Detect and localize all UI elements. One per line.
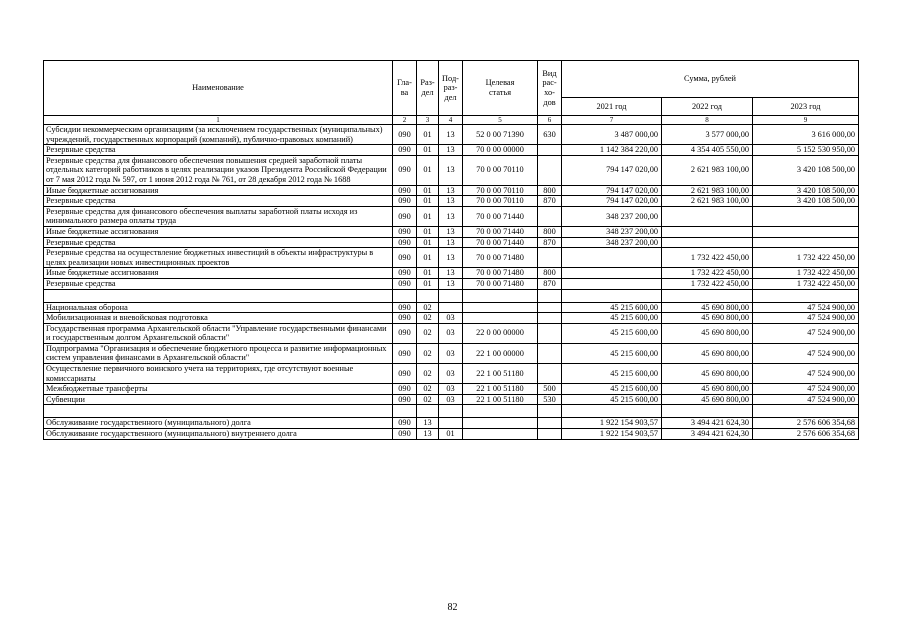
- cell-chapter: 090: [393, 206, 417, 226]
- column-index: 9: [753, 116, 859, 125]
- cell-amount-2023: [753, 206, 859, 226]
- table-row: [44, 196, 859, 207]
- cell-target: 70 0 00 00000: [463, 145, 538, 156]
- budget-table: [43, 60, 859, 440]
- cell-amount-2022: [662, 226, 753, 237]
- cell-amount-2023: 47 524 900,00: [753, 313, 859, 324]
- table-row: [44, 323, 859, 343]
- cell-subsection: [439, 302, 463, 313]
- cell-target: 22 1 00 51180: [463, 394, 538, 405]
- cell-subsection: 01: [439, 429, 463, 440]
- table-row: [44, 364, 859, 384]
- cell-target: 22 1 00 00000: [463, 343, 538, 363]
- empty-cell: [662, 289, 753, 302]
- cell-name: Обслуживание государственного (муниципального) внутреннего долга: [44, 429, 393, 440]
- cell-subsection: 03: [439, 384, 463, 395]
- cell-amount-2022: 2 621 983 100,00: [662, 185, 753, 196]
- cell-name: Иные бюджетные ассигнования: [44, 226, 393, 237]
- cell-target: 70 0 00 70110: [463, 155, 538, 185]
- empty-cell: [393, 405, 417, 418]
- cell-amount-2021: 1 922 154 903,57: [562, 429, 662, 440]
- header-chapter: Гла- ва: [393, 61, 417, 116]
- cell-amount-2022: 1 732 422 450,00: [662, 268, 753, 279]
- empty-cell: [439, 405, 463, 418]
- cell-chapter: 090: [393, 364, 417, 384]
- cell-amount-2022: 45 690 800,00: [662, 394, 753, 405]
- cell-chapter: 090: [393, 237, 417, 248]
- table-body: [44, 125, 859, 440]
- cell-name: Резервные средства: [44, 278, 393, 289]
- cell-subsection: 13: [439, 145, 463, 156]
- cell-chapter: 090: [393, 155, 417, 185]
- cell-subsection: 13: [439, 278, 463, 289]
- cell-amount-2022: 45 690 800,00: [662, 343, 753, 363]
- cell-chapter: 090: [393, 185, 417, 196]
- table-row: [44, 145, 859, 156]
- header-2021: 2021 год: [562, 98, 662, 116]
- cell-name: Иные бюджетные ассигнования: [44, 268, 393, 279]
- cell-name: Субвенции: [44, 394, 393, 405]
- header-section: Раз- дел: [417, 61, 439, 116]
- cell-amount-2023: 47 524 900,00: [753, 394, 859, 405]
- cell-amount-2021: 45 215 600,00: [562, 364, 662, 384]
- cell-amount-2021: [562, 248, 662, 268]
- cell-chapter: 090: [393, 125, 417, 145]
- cell-amount-2021: 1 922 154 903,57: [562, 418, 662, 429]
- cell-amount-2021: [562, 278, 662, 289]
- page-number: 82: [447, 602, 458, 613]
- cell-target: 52 0 00 71390: [463, 125, 538, 145]
- column-index: 7: [562, 116, 662, 125]
- cell-subsection: 13: [439, 237, 463, 248]
- empty-cell: [44, 405, 393, 418]
- table-row: [44, 248, 859, 268]
- cell-amount-2023: 5 152 530 950,00: [753, 145, 859, 156]
- cell-amount-2021: 45 215 600,00: [562, 302, 662, 313]
- cell-target: 70 0 00 71440: [463, 206, 538, 226]
- cell-amount-2022: 3 577 000,00: [662, 125, 753, 145]
- empty-cell: [538, 289, 562, 302]
- cell-amount-2023: 1 732 422 450,00: [753, 268, 859, 279]
- empty-cell: [417, 405, 439, 418]
- cell-section: 01: [417, 226, 439, 237]
- cell-subsection: 13: [439, 268, 463, 279]
- cell-amount-2023: 47 524 900,00: [753, 384, 859, 395]
- cell-section: 02: [417, 364, 439, 384]
- cell-expense-type: [538, 323, 562, 343]
- cell-name: Подпрограмма "Организация и обеспечение бюджетного процесса и развитие информационных систем управления финансами в Архангельской области": [44, 343, 393, 363]
- cell-amount-2023: 47 524 900,00: [753, 364, 859, 384]
- cell-amount-2023: 1 732 422 450,00: [753, 248, 859, 268]
- cell-target: [463, 302, 538, 313]
- cell-target: [463, 313, 538, 324]
- cell-amount-2023: [753, 226, 859, 237]
- table-row: [44, 226, 859, 237]
- cell-target: 22 0 00 00000: [463, 323, 538, 343]
- cell-expense-type: [538, 155, 562, 185]
- cell-subsection: 13: [439, 185, 463, 196]
- cell-subsection: 13: [439, 155, 463, 185]
- cell-expense-type: [538, 343, 562, 363]
- cell-chapter: 090: [393, 268, 417, 279]
- cell-expense-type: [538, 248, 562, 268]
- cell-expense-type: 530: [538, 394, 562, 405]
- cell-chapter: 090: [393, 429, 417, 440]
- cell-section: 01: [417, 155, 439, 185]
- empty-cell: [463, 289, 538, 302]
- cell-chapter: 090: [393, 248, 417, 268]
- cell-amount-2022: [662, 237, 753, 248]
- cell-subsection: 13: [439, 206, 463, 226]
- cell-target: 22 1 00 51180: [463, 364, 538, 384]
- cell-expense-type: [538, 418, 562, 429]
- spacer-row: [44, 405, 859, 418]
- cell-name: Обслуживание государственного (муниципального) долга: [44, 418, 393, 429]
- cell-section: 02: [417, 302, 439, 313]
- cell-section: 01: [417, 237, 439, 248]
- cell-amount-2022: 2 621 983 100,00: [662, 196, 753, 207]
- header-target: Целевая статья: [463, 61, 538, 116]
- cell-amount-2021: 794 147 020,00: [562, 155, 662, 185]
- cell-chapter: 090: [393, 384, 417, 395]
- empty-cell: [753, 405, 859, 418]
- empty-cell: [393, 289, 417, 302]
- cell-chapter: 090: [393, 418, 417, 429]
- cell-name: Осуществление первичного воинского учета на территориях, где отсутствуют военные комиссариаты: [44, 364, 393, 384]
- cell-subsection: 03: [439, 323, 463, 343]
- cell-expense-type: 800: [538, 268, 562, 279]
- cell-subsection: [439, 418, 463, 429]
- cell-amount-2021: 794 147 020,00: [562, 196, 662, 207]
- empty-cell: [562, 289, 662, 302]
- cell-section: 01: [417, 278, 439, 289]
- cell-amount-2021: 45 215 600,00: [562, 384, 662, 395]
- cell-section: 01: [417, 268, 439, 279]
- column-index: 2: [393, 116, 417, 125]
- cell-subsection: 03: [439, 343, 463, 363]
- cell-amount-2022: 2 621 983 100,00: [662, 155, 753, 185]
- cell-name: Мобилизационная и вневойсковая подготовка: [44, 313, 393, 324]
- table-row: [44, 302, 859, 313]
- column-index: 1: [44, 116, 393, 125]
- cell-amount-2022: 3 494 421 624,30: [662, 418, 753, 429]
- cell-section: 02: [417, 343, 439, 363]
- cell-name: Резервные средства на осуществление бюджетных инвестиций в объекты инфраструктуры в целях реализации новых инвестиционных проектов: [44, 248, 393, 268]
- cell-amount-2021: 3 487 000,00: [562, 125, 662, 145]
- header-row: [44, 61, 859, 98]
- cell-target: 70 0 00 70110: [463, 196, 538, 207]
- cell-amount-2021: [562, 268, 662, 279]
- cell-name: Национальная оборона: [44, 302, 393, 313]
- header-name: Наименование: [44, 61, 393, 116]
- cell-amount-2021: 348 237 200,00: [562, 237, 662, 248]
- cell-chapter: 090: [393, 226, 417, 237]
- cell-amount-2023: 3 420 108 500,00: [753, 196, 859, 207]
- table-row: [44, 429, 859, 440]
- table-row: [44, 237, 859, 248]
- cell-name: Резервные средства для финансового обеспечения выплаты заработной платы исходя из минимального размера оплаты труда: [44, 206, 393, 226]
- cell-amount-2023: 2 576 606 354,68: [753, 429, 859, 440]
- cell-chapter: 090: [393, 302, 417, 313]
- table-row: [44, 394, 859, 405]
- cell-amount-2023: 3 616 000,00: [753, 125, 859, 145]
- cell-subsection: 03: [439, 364, 463, 384]
- cell-amount-2022: 3 494 421 624,30: [662, 429, 753, 440]
- cell-section: 01: [417, 145, 439, 156]
- cell-target: [463, 429, 538, 440]
- cell-section: 01: [417, 206, 439, 226]
- table-row: [44, 313, 859, 324]
- empty-cell: [417, 289, 439, 302]
- cell-name: Государственная программа Архангельской области "Управление государственными финансами и государственным долгом Архангельской области": [44, 323, 393, 343]
- cell-amount-2021: 348 237 200,00: [562, 206, 662, 226]
- cell-amount-2021: 45 215 600,00: [562, 313, 662, 324]
- empty-cell: [44, 289, 393, 302]
- cell-target: 70 0 00 71480: [463, 268, 538, 279]
- cell-target: 70 0 00 71480: [463, 248, 538, 268]
- cell-name: Иные бюджетные ассигнования: [44, 185, 393, 196]
- cell-expense-type: [538, 302, 562, 313]
- empty-cell: [562, 405, 662, 418]
- cell-expense-type: [538, 429, 562, 440]
- cell-section: 01: [417, 248, 439, 268]
- cell-section: 02: [417, 313, 439, 324]
- column-index-row: [44, 116, 859, 125]
- cell-amount-2023: 2 576 606 354,68: [753, 418, 859, 429]
- cell-name: Резервные средства: [44, 196, 393, 207]
- cell-expense-type: 870: [538, 278, 562, 289]
- cell-amount-2023: 47 524 900,00: [753, 343, 859, 363]
- cell-expense-type: 870: [538, 196, 562, 207]
- cell-subsection: 03: [439, 394, 463, 405]
- cell-name: Субсидии некоммерческим организациям (за исключением государственных (муниципальных) учреждений, государственных корпораций (компаний), публично-правовых компаний): [44, 125, 393, 145]
- column-index: 3: [417, 116, 439, 125]
- empty-cell: [463, 405, 538, 418]
- cell-section: 01: [417, 185, 439, 196]
- cell-chapter: 090: [393, 323, 417, 343]
- cell-amount-2023: 47 524 900,00: [753, 302, 859, 313]
- cell-expense-type: 870: [538, 237, 562, 248]
- cell-target: 70 0 00 71440: [463, 237, 538, 248]
- cell-expense-type: 800: [538, 185, 562, 196]
- cell-expense-type: [538, 206, 562, 226]
- cell-subsection: 03: [439, 313, 463, 324]
- table-row: [44, 268, 859, 279]
- cell-chapter: 090: [393, 394, 417, 405]
- cell-chapter: 090: [393, 145, 417, 156]
- cell-amount-2022: 45 690 800,00: [662, 313, 753, 324]
- table-row: [44, 384, 859, 395]
- cell-amount-2021: 45 215 600,00: [562, 394, 662, 405]
- cell-section: 01: [417, 125, 439, 145]
- cell-expense-type: 630: [538, 125, 562, 145]
- table-row: [44, 125, 859, 145]
- cell-amount-2022: 45 690 800,00: [662, 302, 753, 313]
- cell-chapter: 090: [393, 278, 417, 289]
- cell-amount-2023: 47 524 900,00: [753, 323, 859, 343]
- table-row: [44, 155, 859, 185]
- column-index: 8: [662, 116, 753, 125]
- cell-name: Резервные средства: [44, 145, 393, 156]
- header-amount: Сумма, рублей: [562, 61, 859, 98]
- column-index: 4: [439, 116, 463, 125]
- table-row: [44, 206, 859, 226]
- cell-target: 22 1 00 51180: [463, 384, 538, 395]
- cell-name: Межбюджетные трансферты: [44, 384, 393, 395]
- empty-cell: [439, 289, 463, 302]
- cell-amount-2022: 45 690 800,00: [662, 364, 753, 384]
- cell-amount-2022: 1 732 422 450,00: [662, 248, 753, 268]
- cell-amount-2023: 3 420 108 500,00: [753, 155, 859, 185]
- cell-chapter: 090: [393, 196, 417, 207]
- cell-expense-type: 500: [538, 384, 562, 395]
- empty-cell: [662, 405, 753, 418]
- cell-target: 70 0 00 70110: [463, 185, 538, 196]
- cell-section: 13: [417, 418, 439, 429]
- cell-name: Резервные средства для финансового обеспечения повышения средней заработной платы отдельных категорий работников в целях реализации указов Президента Российской Федерации от 7 мая 2012 года № 597, от 1 июня 2012 года № 761, от 28 декабря 2012 года № 1688: [44, 155, 393, 185]
- header-expense-type: Вид рас- хо- дов: [538, 61, 562, 116]
- cell-subsection: 13: [439, 226, 463, 237]
- cell-expense-type: 800: [538, 226, 562, 237]
- cell-amount-2023: 1 732 422 450,00: [753, 278, 859, 289]
- cell-expense-type: [538, 313, 562, 324]
- header-2022: 2022 год: [662, 98, 753, 116]
- cell-subsection: 13: [439, 196, 463, 207]
- cell-amount-2023: 3 420 108 500,00: [753, 185, 859, 196]
- cell-section: 02: [417, 394, 439, 405]
- header-2023: 2023 год: [753, 98, 859, 116]
- cell-section: 01: [417, 196, 439, 207]
- cell-expense-type: [538, 364, 562, 384]
- cell-amount-2021: 794 147 020,00: [562, 185, 662, 196]
- table-row: [44, 418, 859, 429]
- cell-amount-2021: 1 142 384 220,00: [562, 145, 662, 156]
- cell-amount-2022: 45 690 800,00: [662, 323, 753, 343]
- cell-amount-2021: 45 215 600,00: [562, 343, 662, 363]
- cell-chapter: 090: [393, 343, 417, 363]
- column-index: 6: [538, 116, 562, 125]
- table-row: [44, 278, 859, 289]
- cell-amount-2022: 1 732 422 450,00: [662, 278, 753, 289]
- cell-section: 02: [417, 384, 439, 395]
- cell-amount-2023: [753, 237, 859, 248]
- cell-name: Резервные средства: [44, 237, 393, 248]
- cell-amount-2021: 45 215 600,00: [562, 323, 662, 343]
- cell-amount-2022: 45 690 800,00: [662, 384, 753, 395]
- cell-subsection: 13: [439, 125, 463, 145]
- cell-target: 70 0 00 71440: [463, 226, 538, 237]
- column-index: 5: [463, 116, 538, 125]
- header-subsection: Под- раз- дел: [439, 61, 463, 116]
- spacer-row: [44, 289, 859, 302]
- table-row: [44, 343, 859, 363]
- cell-target: [463, 418, 538, 429]
- cell-amount-2022: [662, 206, 753, 226]
- cell-subsection: 13: [439, 248, 463, 268]
- table-row: [44, 185, 859, 196]
- cell-amount-2022: 4 354 405 550,00: [662, 145, 753, 156]
- empty-cell: [753, 289, 859, 302]
- cell-target: 70 0 00 71480: [463, 278, 538, 289]
- cell-section: 02: [417, 323, 439, 343]
- cell-expense-type: [538, 145, 562, 156]
- cell-chapter: 090: [393, 313, 417, 324]
- cell-section: 13: [417, 429, 439, 440]
- empty-cell: [538, 405, 562, 418]
- cell-amount-2021: 348 237 200,00: [562, 226, 662, 237]
